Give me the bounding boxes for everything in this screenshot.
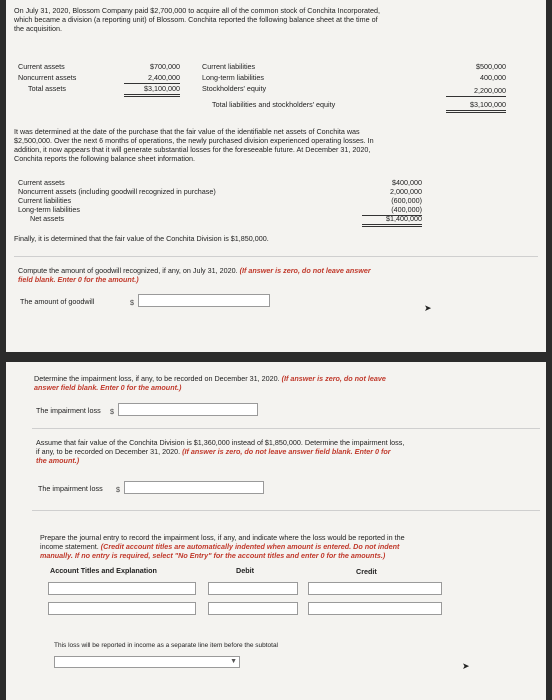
col-header-account: Account Titles and Explanation [50,566,157,575]
para2-line-2: $2,500,000. Over the next 6 months of operations, the newly purchased division experienced operating losses. In [14,136,374,145]
cursor-arrow-icon: ➤ [424,303,432,313]
para2-line-1: It was determined at the date of the purchase that the fair value of the identifiable net assets of Conchita was [14,127,360,136]
bs2-value-current-liabilities: (600,000) [391,196,422,205]
bs1-label-stockholders-equity: Stockholders' equity [202,84,267,93]
q2-prompt: Determine the impairment loss, if any, to be recorded on December 31, 2020. (If answer is zero, do not leave [34,374,386,383]
bs1-label-total-liab-equity: Total liabilities and stockholders' equity [212,100,336,109]
divider [32,510,540,511]
bs2-value-noncurrent-assets: 2,000,000 [390,187,422,196]
journal-debit-input-2[interactable] [208,602,298,615]
bs2-label-net-assets: Net assets [30,214,64,223]
chevron-down-icon: ▼ [230,658,237,665]
bs2-label-noncurrent-assets: Noncurrent assets (including goodwill recognized in purchase) [18,187,216,196]
q3-line-1: Assume that fair value of the Conchita Division is $1,360,000 instead of $1,850,000. Determine the impairment loss, [36,438,405,447]
q3-label: The impairment loss [38,484,103,493]
divider [14,256,538,257]
col-header-credit: Credit [356,567,377,576]
bs2-label-current-assets: Current assets [18,178,65,187]
journal-account-input-1[interactable] [48,582,196,595]
bs2-value-current-assets: $400,000 [392,178,422,187]
bs1-value-total-assets: $3,100,000 [124,84,180,97]
q2-currency: $ [110,407,114,416]
bs2-value-longterm-liabilities: (400,000) [362,205,422,216]
bs2-label-longterm-liabilities: Long-term liabilities [18,205,80,214]
journal-credit-input-1[interactable] [308,582,442,595]
q3-line-2: if any, to be recorded on December 31, 2020. (If answer is zero, do not leave answer field blank. Enter 0 for [36,447,391,456]
bs1-value-longterm-liabilities: 400,000 [480,73,506,82]
q1-hint: field blank. Enter 0 for the amount.) [18,275,139,284]
bs1-value-total-liab-equity: $3,100,000 [446,100,506,113]
questions-panel [6,362,546,700]
col-header-debit: Debit [236,566,254,575]
bs1-value-current-liabilities: $500,000 [476,62,506,71]
intro-line-2: which became a division (a reporting unit) of Blossom. Conchita reported the following balance sheet at the time of [14,15,378,24]
divider [32,428,540,429]
finally-text: Finally, it is determined that the fair value of the Conchita Division is $1,850,000. [14,234,269,243]
bs1-label-total-assets: Total assets [28,84,66,93]
q1-label: The amount of goodwill [20,297,95,306]
impairment-loss-input[interactable] [118,403,258,416]
bs1-label-current-assets: Current assets [18,62,65,71]
bs1-value-noncurrent-assets: 2,400,000 [124,73,180,84]
q3-hint: the amount.) [36,456,80,465]
q2-label: The impairment loss [36,406,101,415]
journal-debit-input-1[interactable] [208,582,298,595]
journal-credit-input-2[interactable] [308,602,442,615]
report-location-select[interactable] [54,656,240,668]
goodwill-input[interactable] [138,294,270,307]
q1-currency: $ [130,298,134,307]
bs2-value-net-assets: $1,400,000 [362,214,422,227]
para2-line-3: addition, it now appears that it will generate substantial losses for the foreseeable future. At December 31, 2020, [14,145,371,154]
q1-prompt: Compute the amount of goodwill recognized, if any, on July 31, 2020. (If answer is zero, do not leave answer [18,266,371,275]
bs1-value-stockholders-equity: 2,200,000 [446,86,506,97]
q4-hint: manually. If no entry is required, select "No Entry" for the account titles and enter 0 for the amounts.) [40,551,386,560]
problem-panel [6,0,546,352]
bs1-value-current-assets: $700,000 [150,62,180,71]
bs1-label-noncurrent-assets: Noncurrent assets [18,73,77,82]
bs1-label-longterm-liabilities: Long-term liabilities [202,73,264,82]
intro-line-1: On July 31, 2020, Blossom Company paid $2,700,000 to acquire all of the common stock of Conchita Incorporated, [14,6,380,15]
intro-line-3: the acquisition. [14,24,62,33]
bs2-label-current-liabilities: Current liabilities [18,196,72,205]
impairment-loss-alt-input[interactable] [124,481,264,494]
report-text: This loss will be reported in income as a separate line item before the subtotal [54,642,279,649]
para2-line-4: Conchita reports the following balance sheet information. [14,154,195,163]
q4-line-1: Prepare the journal entry to record the impairment loss, if any, and indicate where the loss would be reported in the [40,533,405,542]
bs1-label-current-liabilities: Current liabilities [202,62,256,71]
q3-currency: $ [116,485,120,494]
cursor-arrow-icon: ➤ [462,661,470,671]
q4-line-2: income statement. (Credit account titles are automatically indented when amount is entered. Do not indent [40,542,400,551]
journal-account-input-2[interactable] [48,602,196,615]
q2-hint: answer field blank. Enter 0 for the amount.) [34,383,182,392]
